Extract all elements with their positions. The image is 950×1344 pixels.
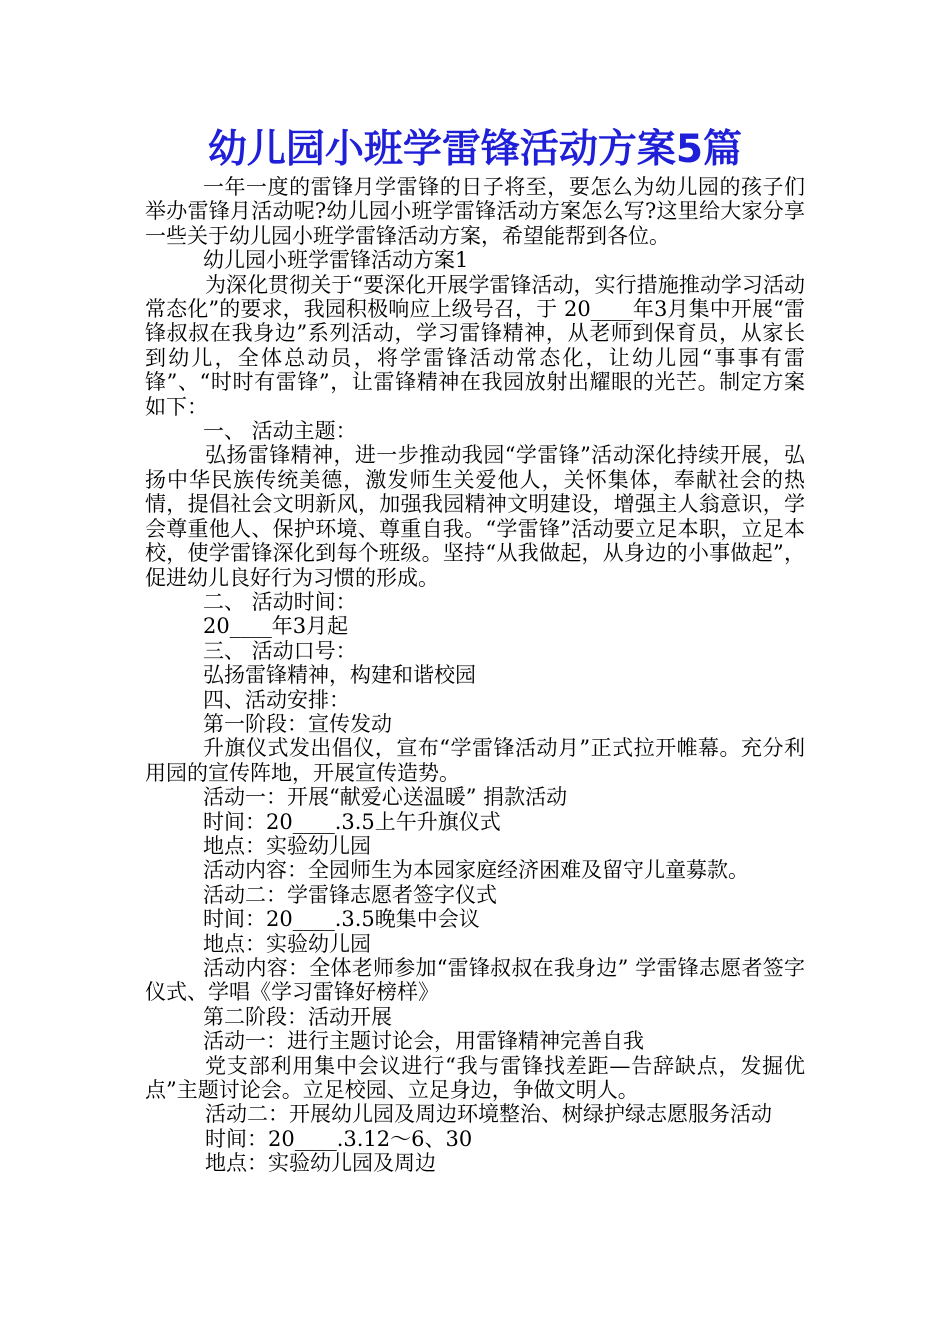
stage-1-activity-1-content: 活动内容：全园师生为本园家庭经济困难及留守儿童募款。 (203, 858, 749, 883)
stage-2-activity-2-time: 时间：20____.3.12～6、30 (205, 1126, 473, 1151)
heading-activity-schedule: 四、活动安排： (203, 687, 350, 712)
paragraph-stage-1: 升旗仪式发出倡仪，宣布“学雷锋活动月”正式拉开帷幕。充分利用园的宣传阵地，开展宣传造势。 (145, 736, 805, 785)
heading-stage-1-activity-2: 活动二：学雷锋志愿者签字仪式 (203, 882, 497, 907)
heading-activity-time: 二、 活动时间： (203, 589, 357, 614)
stage-1-activity-2-content: 活动内容：全体老师参加“雷锋叔叔在我身边” 学雷锋志愿者签字仪式、学唱《学习雷锋好榜样》 (145, 956, 805, 1005)
heading-stage-2-activity-2: 活动二：开展幼儿园及周边环境整治、树绿护绿志愿服务活动 (205, 1102, 772, 1127)
paragraph-activity-slogan: 弘扬雷锋精神，构建和谐校园 (203, 663, 476, 688)
heading-stage-1-activity-1: 活动一：开展“献爱心送温暖” 捐款活动 (203, 785, 568, 810)
paragraph-stage-2-activity-1: 党支部利用集中会议进行“我与雷锋找差距—告辞缺点，发掘优点”主题讨论会。立足校园、立足身边，争做文明人。 (145, 1053, 805, 1103)
paragraph-activity-time: 20____年3月起 (203, 614, 349, 639)
paragraph-plan-1-preface: 为深化贯彻关于“要深化开展学雷锋活动，实行措施推动学习活动常态化”的要求，我园积极响应上级号召，于 20____年3月集中开展“雷锋叔叔在我身边”系列活动，学习雷锋精神，从老师到保育员，从家长到幼儿，全体总动员，将学雷锋活动常态化，让幼儿园“事事有雷锋”、“时时有雷锋”，让雷锋精神在我园放射出耀眼的光芒。制定方案如下： (145, 272, 805, 419)
stage-1-activity-1-time: 时间：20____.3.5上午升旗仪式 (203, 809, 501, 834)
heading-stage-2-activity-1: 活动一：进行主题讨论会，用雷锋精神完善自我 (203, 1029, 644, 1054)
heading-stage-2: 第二阶段：活动开展 (203, 1004, 392, 1029)
document-body (145, 175, 805, 1176)
section-heading-plan-1: 幼儿园小班学雷锋活动方案1 (203, 248, 469, 273)
document-title: 幼儿园小班学雷锋活动方案5篇 (207, 127, 743, 172)
stage-2-activity-2-location: 地点：实验幼儿园及周边 (205, 1151, 436, 1176)
stage-1-activity-2-location: 地点：实验幼儿园 (203, 931, 371, 956)
heading-activity-slogan: 三、 活动口号： (203, 638, 357, 663)
heading-stage-1: 第一阶段：宣传发动 (203, 711, 392, 736)
stage-1-activity-2-time: 时间：20____.3.5晚集中会议 (203, 907, 480, 932)
heading-activity-theme: 一、 活动主题： (203, 419, 357, 444)
paragraph-activity-theme: 弘扬雷锋精神，进一步推动我园“学雷锋”活动深化持续开展，弘扬中华民族传统美德，激发师生关爱他人，关怀集体，奉献社会的热情，提倡社会文明新风，加强我园精神文明建设，增强主人翁意识，学会尊重他人、保护环境、尊重自我。“学雷锋”活动要立足本职，立足本校，使学雷锋深化到每个班级。坚持“从我做起，从身边的小事做起”，促进幼儿良好行为习惯的形成。 (145, 443, 805, 590)
paragraph-intro: 一年一度的雷锋月学雷锋的日子将至，要怎么为幼儿园的孩子们举办雷锋月活动呢?幼儿园小班学雷锋活动方案怎么写?这里给大家分享一些关于幼儿园小班学雷锋活动方案，希望能帮到各位。 (145, 175, 805, 248)
stage-1-activity-1-location: 地点：实验幼儿园 (203, 833, 371, 858)
